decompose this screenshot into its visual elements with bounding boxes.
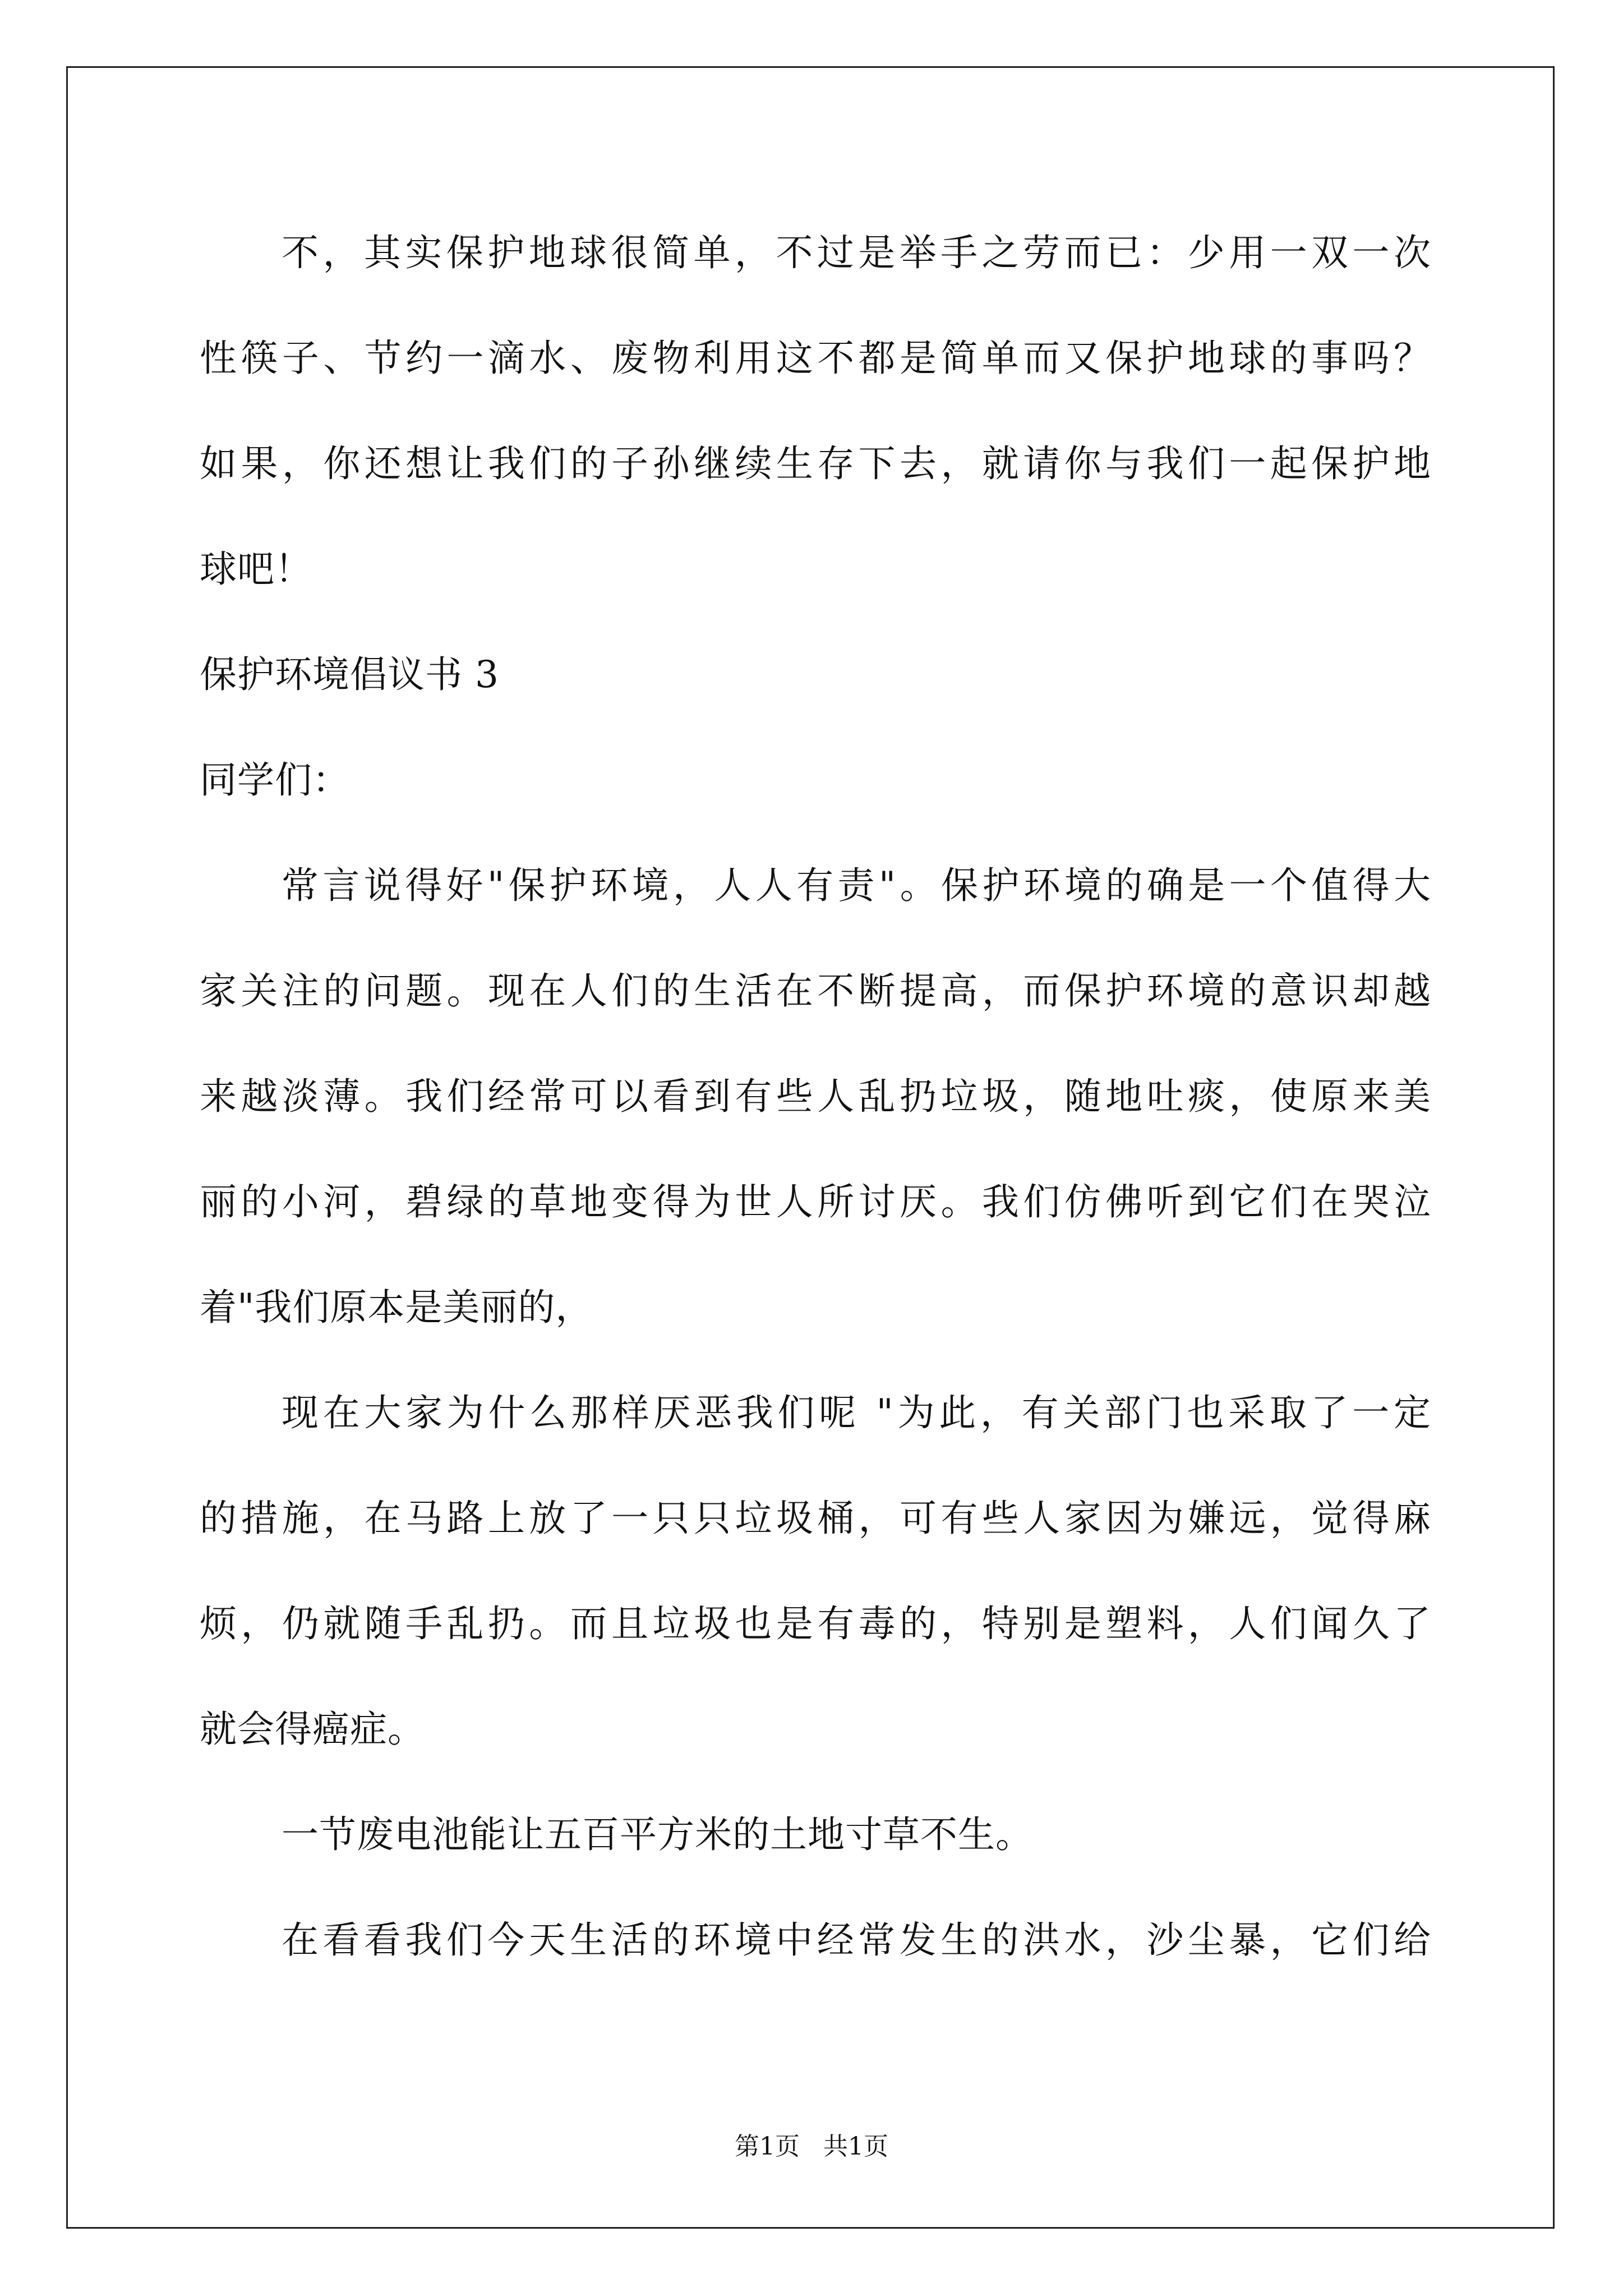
text-line: 现在大家为什么那样厌恶我们呢 "为此，有关部门也采取了一定 xyxy=(282,1391,1431,1434)
page-border xyxy=(66,66,1555,2229)
text-line: 烦，仍就随手乱扔。而且垃圾也是有毒的，特别是塑料，人们闻久了 xyxy=(200,1602,1431,1645)
text-line: 一节废电池能让五百平方米的土地寸草不生。 xyxy=(282,1813,1033,1856)
text-line: 着"我们原本是美丽的， xyxy=(200,1286,593,1329)
salutation: 同学们： xyxy=(200,758,350,802)
text-line: 球吧！ xyxy=(200,547,312,591)
page-number-footer: 第1页 共1页 xyxy=(735,2132,888,2161)
text-line: 丽的小河，碧绿的草地变得为世人所讨厌。我们仿佛听到它们在哭泣 xyxy=(200,1180,1431,1223)
text-line: 如果，你还想让我们的子孙继续生存下去，就请你与我们一起保护地 xyxy=(200,442,1431,485)
text-line: 的措施，在马路上放了一只只垃圾桶，可有些人家因为嫌远，觉得麻 xyxy=(200,1497,1431,1540)
text-line: 在看看我们今天生活的环境中经常发生的洪水，沙尘暴，它们给 xyxy=(282,1918,1431,1962)
text-line: 常言说得好"保护环境，人人有责"。保护环境的确是一个值得大 xyxy=(282,864,1431,907)
section-heading: 保护环境倡议书 3 xyxy=(200,653,499,696)
text-line: 家关注的问题。现在人们的生活在不断提高，而保护环境的意识却越 xyxy=(200,969,1431,1013)
text-line: 就会得癌症。 xyxy=(200,1708,425,1751)
text-line: 来越淡薄。我们经常可以看到有些人乱扔垃圾，随地吐痰，使原来美 xyxy=(200,1075,1431,1118)
text-line: 不，其实保护地球很简单，不过是举手之劳而已：少用一双一次 xyxy=(282,231,1431,274)
text-line: 性筷子、节约一滴水、废物利用这不都是简单而又保护地球的事吗？ xyxy=(200,337,1431,380)
